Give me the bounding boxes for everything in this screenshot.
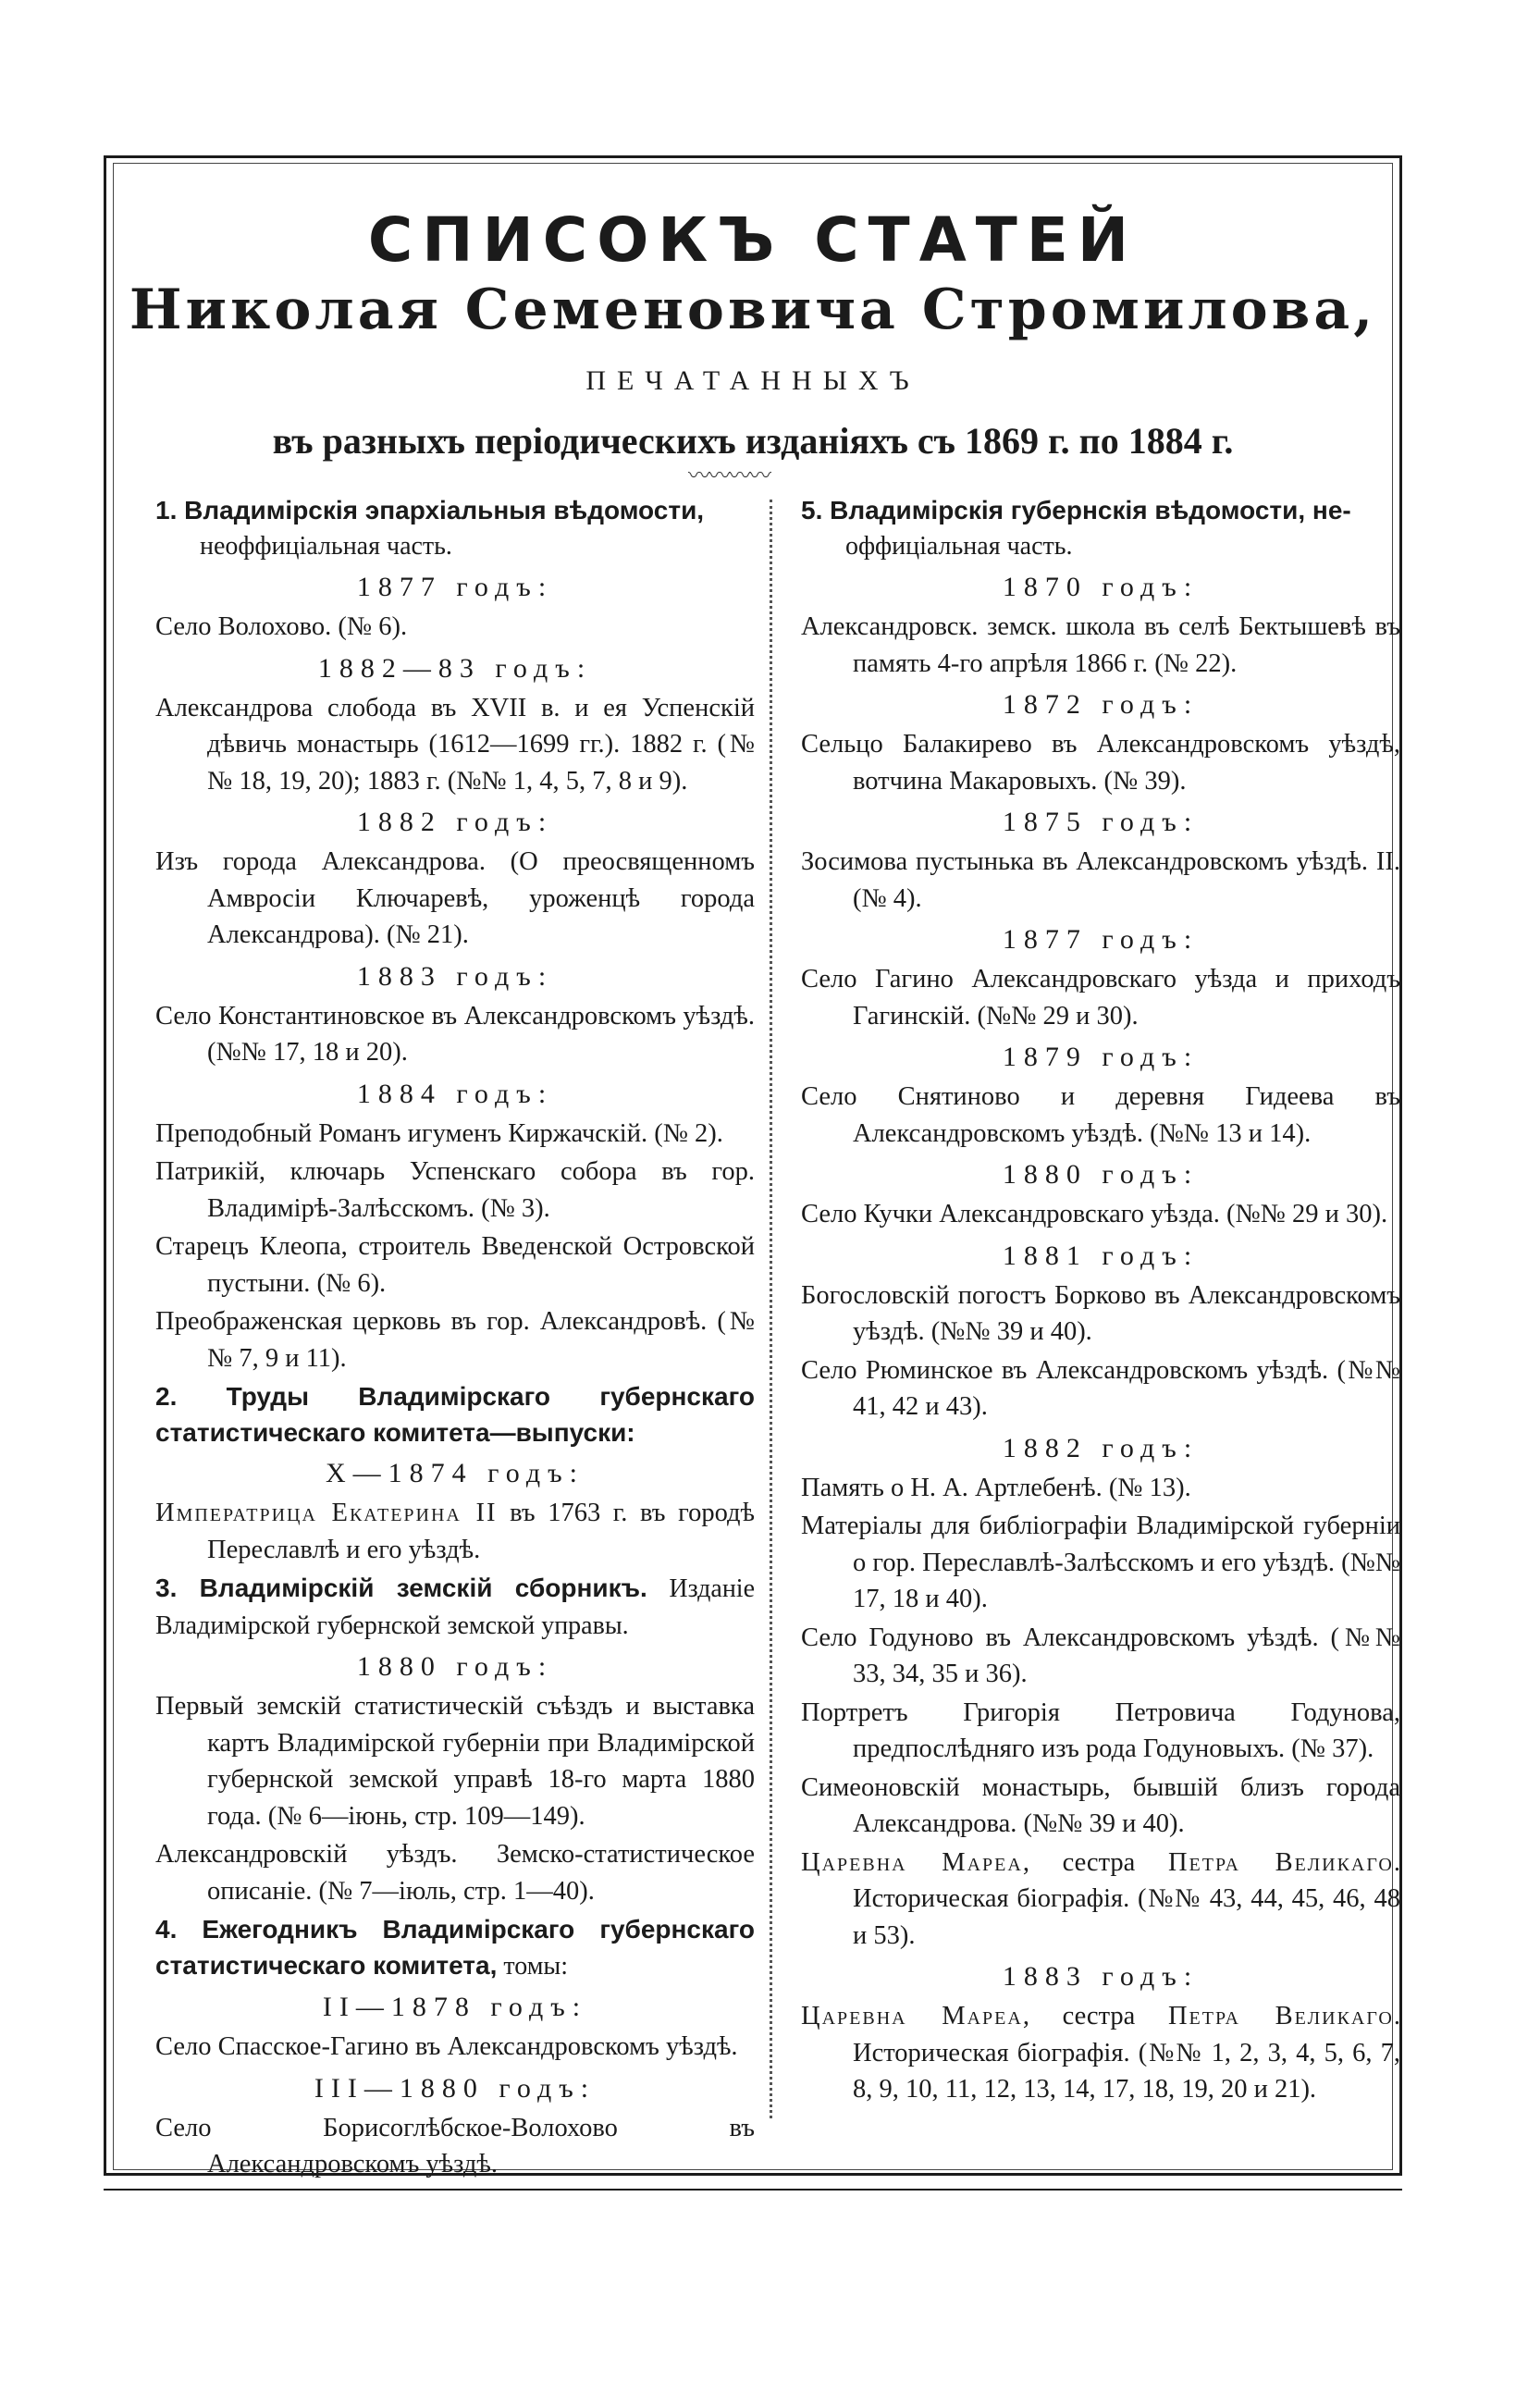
article-entry: Село Кучки Александровскаго уѣзда. (№№ 29 и 30). (801, 1200, 1388, 1228)
year-heading: 1882 годъ: (356, 807, 554, 837)
year-heading: 1881 годъ: (1002, 1240, 1200, 1271)
year-heading: 1872 годъ: (1002, 689, 1200, 720)
article-entry: Село Гагино Александровскаго уѣзда и приходъ Гагинскій. (№№ 29 и 30). (801, 965, 1400, 1031)
article-entry: Преображенская церковь въ гор. Александровѣ. (№№ 7, 9 и 11). (155, 1307, 755, 1373)
article-entry: Патрикій, ключарь Успенскаго собора въ гор. Владимірѣ-Залѣсскомъ. (№ 3). (155, 1157, 755, 1223)
entry-text: , сестра (1022, 2002, 1168, 2030)
article-entry: Александровск. земск. школа въ селѣ Бектышевѣ въ память 4-го апрѣля 1866 г. (№ 22). (801, 612, 1400, 678)
tsarevna-name: Царевна Мареа (801, 2002, 1023, 2030)
year-heading: 1884 годъ: (356, 1078, 554, 1109)
article-entry (155, 1495, 755, 1568)
article-entry: Симеоновскій монастырь, бывшій близъ города Александрова. (№№ 39 и 40). (801, 1772, 1400, 1838)
section-1-title: 1. Владимірскія эпархіальныя вѣдомости, (155, 496, 705, 525)
section-3-title: 3. Владимірскій земскій сборникъ. (155, 1574, 647, 1602)
year-heading: X—1874 годъ: (326, 1458, 585, 1488)
title-list-of-articles: СПИСОКЪ СТАТЕЙ (367, 204, 1139, 276)
article-entry: Портретъ Григорія Петровича Годунова, предпослѣдняго изъ рода Годуновыхъ. (№ 37). (801, 1697, 1400, 1763)
section-5-subtitle: оффиціальная часть. (845, 532, 1073, 561)
year-heading: 1877 годъ: (1002, 924, 1200, 955)
section-4-heading (155, 1911, 755, 1984)
article-entry: Сельцо Балакирево въ Александровскомъ уѣздѣ, вотчина Макаровыхъ. (№ 39). (801, 730, 1400, 796)
title-author-name: Николая Семеновича Стромилова, (129, 278, 1377, 342)
article-entry: Зосимова пустынька въ Александровскомъ уѣздѣ. II. (№ 4). (801, 847, 1400, 913)
entry-text: , сестра (1022, 1847, 1168, 1877)
section-2-heading: 2. Труды Владимірскаго губернскаго статистическаго комитета—выпуски: (155, 1382, 755, 1447)
title-printed: ПЕЧАТАННЫХЪ (585, 365, 920, 396)
section-4-title: 4. Ежегодникъ Владимірскаго губернскаго статистическаго комитета, (155, 1915, 755, 1980)
article-entry: Богословскій погостъ Борково въ Александровскомъ уѣздѣ. (№№ 39 и 40). (801, 1280, 1400, 1346)
article-entry: Село Борисоглѣбское-Волохово въ Александровскомъ уѣздѣ. (155, 2113, 755, 2178)
article-entry: Село Константиновское въ Александровскомъ уѣздѣ. (№№ 17, 18 и 20). (155, 1001, 755, 1067)
peter-name: Петра Великаго (1167, 2002, 1394, 2030)
year-heading: 1880 годъ: (356, 1651, 554, 1682)
article-entry: Александрова слобода въ XVII в. и ея Успенскій дѣвичь монастырь (1612—1699 гг.). 1882 г. (№№ 18, 19, 20); 1883 г. (№№ 1, 4, 5, 7, 8 и 9). (155, 693, 755, 796)
article-entry: Преподобный Романъ игуменъ Киржачскій. (№ 2). (155, 1118, 723, 1148)
entry-text: . Историческая біографія. (№№ 1, 2, 3, 4, 5, 6, 7, 8, 9, 10, 11, 12, 13, 14, 17, 18, 19, 20 и 21). (853, 2002, 1400, 2104)
bottom-rule (104, 2189, 1402, 2191)
title-subtitle: въ разныхъ періодическихъ изданіяхъ съ 1869 г. по 1884 г. (272, 420, 1234, 462)
article-entry: Первый земскій статистическій съѣздъ и выставка картъ Владимірской губерніи при Владимірской губернской земской управѣ 18-го марта 1880 года. (№ 6—іюнь, стр. 109—149). (155, 1692, 755, 1831)
year-heading: 1877 годъ: (356, 572, 554, 602)
article-entry: Село Рюминское въ Александровскомъ уѣздѣ. (№№ 41, 42 и 43). (801, 1355, 1400, 1421)
section-3-heading (155, 1570, 755, 1644)
article-entry (801, 1845, 1400, 1955)
year-heading: III—1880 годъ: (314, 2072, 597, 2104)
section-5-heading (801, 492, 1400, 564)
tsarevna-name: Царевна Мареа (801, 1847, 1023, 1877)
year-heading: 1879 годъ: (1002, 1042, 1200, 1072)
year-heading: 1883 годъ: (1002, 1961, 1200, 1992)
year-heading: 1883 годъ: (356, 960, 554, 992)
section-1-heading (155, 492, 755, 564)
title-ornament: 〰〰〰〰 (688, 463, 770, 488)
article-entry: Александровскій уѣздъ. Земско-статистическое описаніе. (№ 7—іюль, стр. 1—40). (155, 1840, 755, 1906)
article-entry: Изъ города Александрова. (О преосвященномъ Амвросіи Ключаревѣ, уроженцѣ города Александрова). (№ 21). (155, 847, 755, 949)
entry-text: . Историческая біографія. (№№ 43, 44, 45, 46, 48 и 53). (853, 1847, 1400, 1950)
year-heading: II—1878 годъ: (322, 1992, 588, 2022)
year-heading: 1875 годъ: (1002, 807, 1200, 837)
article-entry: Матеріалы для библіографіи Владимірской губерніи о гор. Переславлѣ-Залѣсскомъ и его уѣздѣ. (№№ 17, 18 и 40). (801, 1512, 1400, 1613)
section-3-subtitle: Изданіе Владимірской губернской земской управы. (155, 1574, 756, 1640)
right-column (801, 492, 1400, 2108)
article-entry: Старецъ Клеопа, строитель Введенской Островской пустыни. (№ 6). (155, 1232, 755, 1298)
peter-name: Петра Великаго (1167, 1847, 1394, 1877)
left-column (155, 492, 755, 2183)
section-5-title: 5. Владимірскія губернскія вѣдомости, не- (801, 496, 1351, 525)
year-heading: 1882 годъ: (1002, 1432, 1200, 1463)
section-1-subtitle: неоффиціальная часть. (200, 532, 452, 561)
article-entry: Память о Н. А. Артлебенѣ. (№ 13). (801, 1473, 1191, 1502)
empress-name: Императрица Екатерина II (155, 1499, 498, 1527)
article-entry: Село Снятиново и деревня Гидеева въ Александровскомъ уѣздѣ. (№№ 13 и 14). (801, 1082, 1400, 1148)
year-heading: 1880 годъ: (1002, 1159, 1200, 1190)
year-heading: 1870 годъ: (1002, 572, 1200, 602)
section-4-subtitle: томы: (497, 1952, 569, 1981)
article-entry: Село Годуново въ Александровскомъ уѣздѣ. (№№ 33, 34, 35 и 36). (801, 1623, 1400, 1688)
article-entry: Село Волохово. (№ 6). (155, 612, 408, 641)
article-entry (801, 1998, 1400, 2108)
article-entry: Село Спасское-Гагино въ Александровскомъ уѣздѣ. (155, 2032, 738, 2061)
entry-text: въ 1763 г. въ городѣ Переславлѣ и его уѣздѣ. (207, 1499, 756, 1564)
year-heading: 1882—83 годъ: (317, 652, 593, 684)
column-divider (770, 500, 772, 2118)
